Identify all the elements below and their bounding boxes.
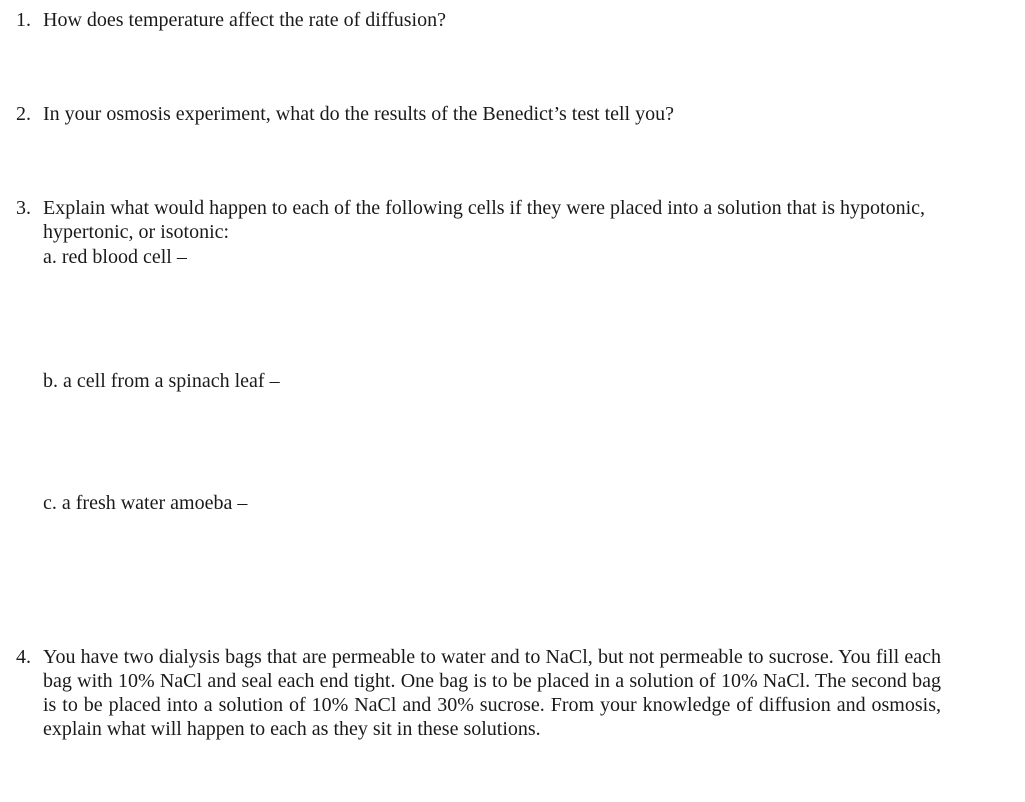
question-3-part-a: a. red blood cell – [43,246,187,268]
question-2-text: In your osmosis experiment, what do the results of the Benedict’s test tell you? [43,103,674,125]
question-2-number: 2. [16,103,31,125]
question-3-text: Explain what would happen to each of the following cells if they were placed into a solution that is hypotonic, hypertonic, or isotonic: [43,197,926,243]
question-3-number: 3. [16,197,31,219]
question-1-text: How does temperature affect the rate of diffusion? [43,9,446,31]
question-2 [16,102,941,126]
question-4-text: You have two dialysis bags that are permeable to water and to NaCl, but not permeable to sucrose. You fill each bag with 10% NaCl and seal each end tight. One bag is to be placed in a solution of 10% NaCl. The second bag is to be placed into a solution of 10% NaCl and 30% sucrose. From your knowledge of diffusion and osmosis, explain what will happen to each as they sit in these solutions. [43,646,941,740]
question-3-part-b: b. a cell from a spinach leaf – [43,370,280,392]
question-3-part-c: c. a fresh water amoeba – [43,492,248,514]
question-1-number: 1. [16,9,31,31]
question-1 [16,8,941,32]
question-4-number: 4. [16,646,31,668]
question-4 [16,645,941,741]
question-3 [16,196,941,244]
